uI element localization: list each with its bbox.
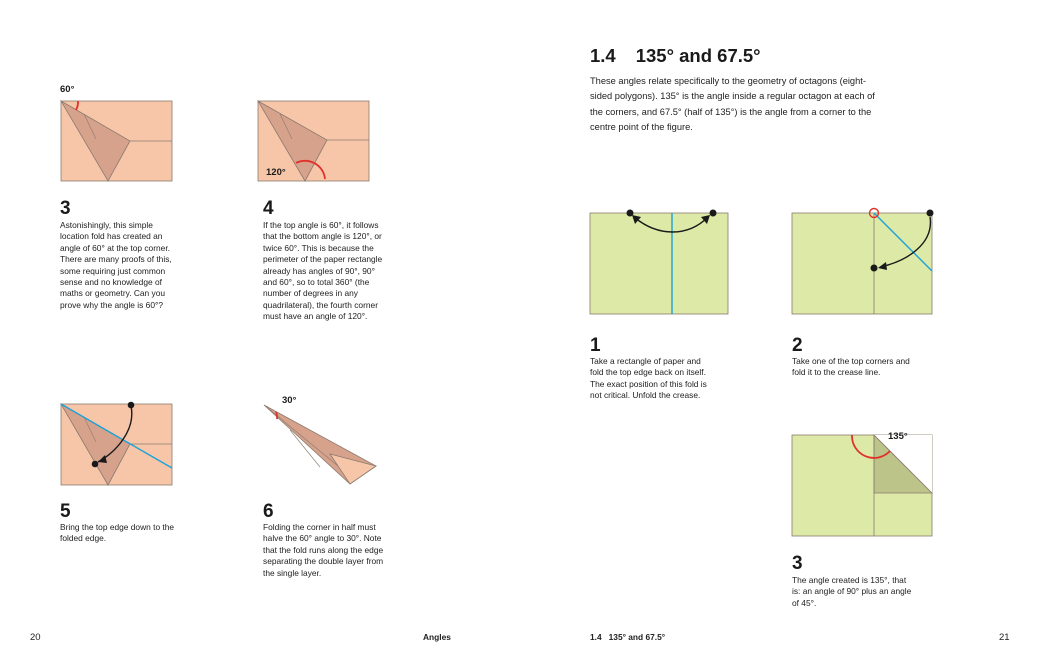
angle-label-120: 120° [266, 167, 286, 178]
right-step-1-text: Take a rectangle of paper and fold the top edge back on itself. The exact position of this fold is not critical. Unfold the crease. [590, 356, 707, 401]
step-5-diagram [58, 400, 176, 490]
step-6-diagram [260, 400, 380, 490]
section-title: 135° and 67.5° [635, 45, 761, 66]
right-step-3-text: The angle created is 135°, that is: an angle of 90° plus an angle of 45°. [792, 575, 912, 608]
step-3-number: 3 [60, 198, 71, 219]
right-step-2-number: 2 [792, 335, 803, 356]
step-4-text: If the top angle is 60°, it follows that the bottom angle is 120°, or twice 60°. This is because the perimeter of the paper rectangle already has angles of 90°, 90° and 60°, so to total 360° (the number of degrees in any quadrilateral), the fourth corner must have an angle of 120°. [263, 220, 383, 322]
right-step-2-text: Take one of the top corners and fold it to the crease line. [792, 356, 910, 378]
step-6-number: 6 [263, 501, 274, 522]
right-step-1-number: 1 [590, 335, 601, 356]
step-3-diagram [58, 97, 176, 185]
right-step-3-number: 3 [792, 553, 803, 574]
step-3-text: Astonishingly, this simple location fold has created an angle of 60° at the top corner. There are many proofs of this, some requiring just common sense and no knowledge of maths or geometry. Can you prove why the angle is 60°? [60, 220, 172, 310]
step-6-text: Folding the corner in half must halve the 60° angle to 30°. Note that the fold runs along the edge separating the double layer from the single layer. [263, 522, 384, 578]
angle-label-30: 30° [282, 395, 297, 406]
left-page-number: 20 [30, 632, 41, 643]
section-intro: These angles relate specifically to the geometry of octagons (eight-sided polygons). 135° is the angle inside a regular octagon at each of the corners, and 67.5° (half of 135°) is the angle from a corner to the centre point of the figure. [590, 76, 875, 133]
right-step-3-diagram [790, 430, 936, 542]
angle-label-135: 135° [888, 431, 908, 442]
right-page-number: 21 [999, 632, 1010, 643]
left-running-head: Angles [423, 632, 451, 642]
section-heading [590, 45, 761, 67]
step-5-number: 5 [60, 501, 71, 522]
right-running-head: 1.4 135° and 67.5° [590, 632, 666, 642]
step-4-number: 4 [263, 198, 274, 219]
right-step-2-diagram [790, 205, 936, 317]
step-5-text: Bring the top edge down to the folded edge. [60, 522, 175, 544]
angle-label-60: 60° [60, 84, 75, 95]
section-number: 1.4 [590, 45, 616, 66]
right-step-1-diagram [588, 205, 732, 317]
